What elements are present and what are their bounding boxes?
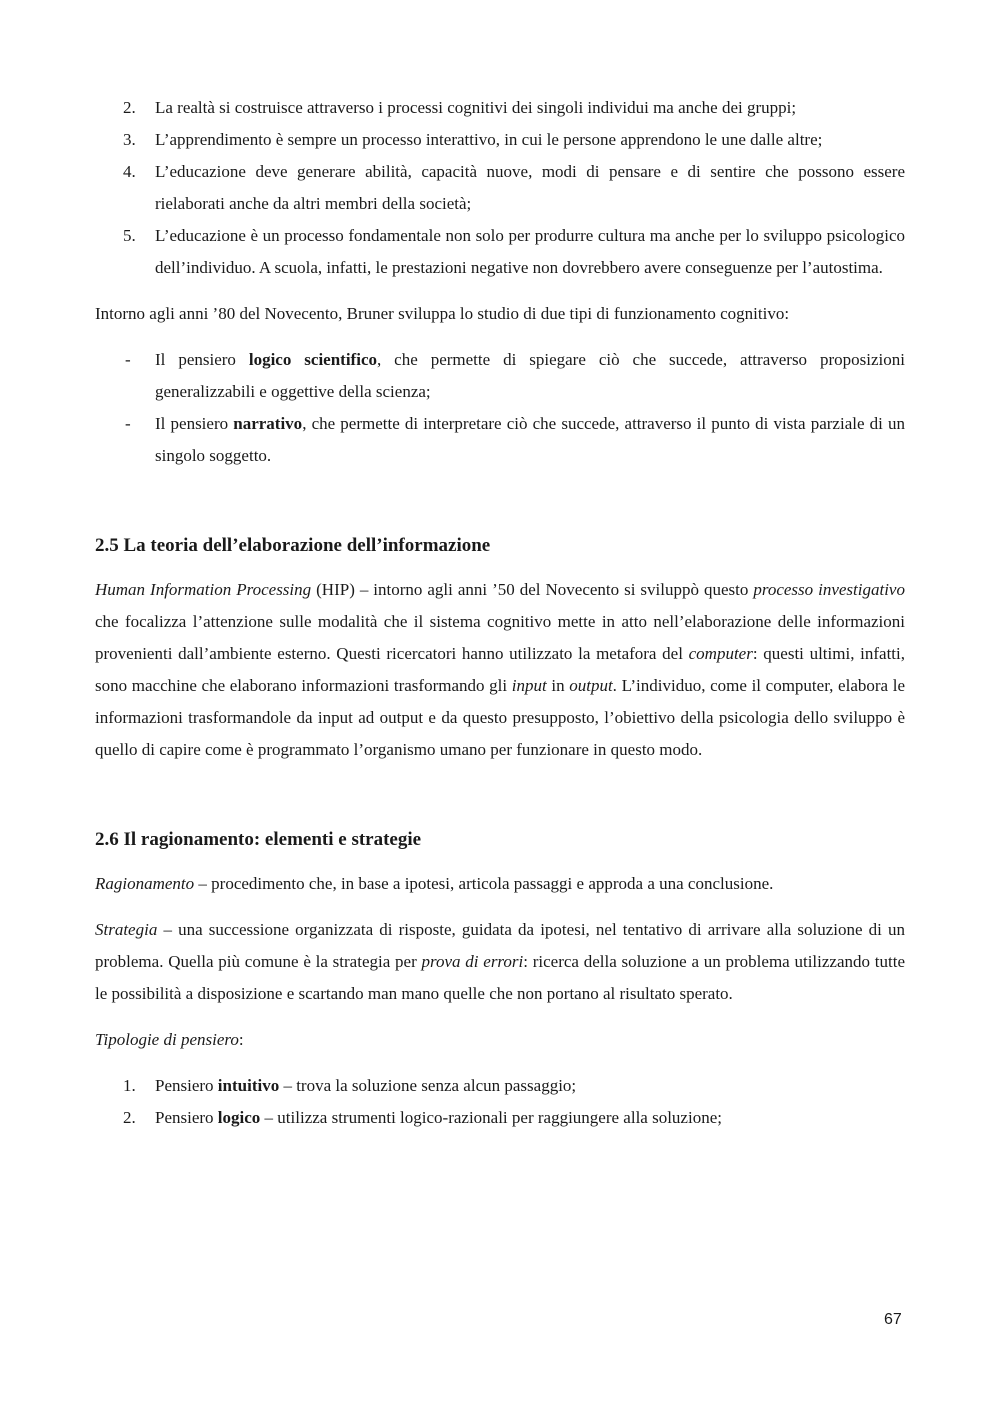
italic-term: Human Information Processing: [95, 580, 312, 599]
paragraph-ragionamento: [95, 868, 905, 900]
text-run: , che permette di spiegare ciò che succede, attraverso proposizioni generalizzabili e oggettive della scienza;: [155, 350, 905, 401]
list-marker: -: [125, 350, 131, 369]
numbered-list-principles: [95, 92, 905, 284]
list-item: [95, 156, 905, 220]
text-run: – una successione organizzata di risposte, guidata da ipotesi, nel tentativo di arrivare alla soluzione di un problema. Quella più comune è la strategia per: [95, 920, 905, 971]
text-run: (HIP) – intorno agli anni ’50 del Novecento si sviluppò questo: [311, 580, 754, 599]
paragraph-hip: [95, 574, 905, 766]
italic-term: Tipologie di pensiero: [95, 1030, 239, 1049]
text-run: – procedimento che, in base a ipotesi, articola passaggi e approda a una conclusione.: [194, 874, 774, 893]
section-heading-2-5: 2.5 La teoria dell’elaborazione dell’informazione: [95, 535, 491, 556]
list-item: [95, 1070, 905, 1102]
list-item: [95, 220, 905, 284]
text-run: : ricerca della soluzione a un problema utilizzando tutte le possibilità a disposizione e scartando man mano quelle che non portano al risultato sperato.: [95, 952, 905, 1003]
list-item: [95, 344, 905, 408]
list-item: [95, 124, 905, 156]
text-run: Pensiero: [155, 1076, 218, 1095]
list-item: [95, 92, 905, 124]
text-run: Pensiero: [155, 1108, 218, 1127]
list-item: [95, 408, 905, 472]
list-item: [95, 1102, 905, 1134]
bold-term: logico: [217, 1108, 261, 1127]
section-heading-2-6: 2.6 Il ragionamento: elementi e strategie: [95, 829, 422, 850]
numbered-list-thinking: [95, 1070, 905, 1134]
text-run: – trova la soluzione senza alcun passaggio;: [279, 1076, 577, 1095]
italic-term: Strategia: [95, 920, 158, 939]
italic-term: processo investigativo: [753, 580, 905, 599]
paragraph-tipologie: [95, 1024, 905, 1056]
dash-list-thinking-types: [95, 344, 905, 472]
page-number: 67: [884, 1311, 902, 1328]
list-item-text: L’educazione deve generare abilità, capacità nuove, modi di pensare e di sentire che possono essere rielaborati anche da altri membri della società;: [155, 162, 905, 213]
italic-term: Ragionamento: [95, 874, 195, 893]
list-marker: 2.: [123, 1108, 136, 1127]
list-item-text: La realtà si costruisce attraverso i processi cognitivi dei singoli individui ma anche dei gruppi;: [155, 98, 797, 117]
paragraph-strategia: [95, 914, 905, 1010]
italic-term: output: [569, 676, 613, 695]
text-run: Il pensiero: [155, 414, 234, 433]
text-run: , che permette di interpretare ciò che succede, attraverso il punto di vista parziale di un singolo soggetto.: [155, 414, 905, 465]
italic-term: prova di errori: [421, 952, 524, 971]
list-marker: 3.: [123, 130, 136, 149]
list-marker: 1.: [123, 1076, 136, 1095]
text-run: : questi ultimi, infatti, sono macchine che elaborano informazioni trasformando gli: [95, 644, 905, 695]
paragraph-bruner: Intorno agli anni ’80 del Novecento, Bruner sviluppa lo studio di due tipi di funzionamento cognitivo:: [95, 304, 790, 323]
text-run: in: [546, 676, 570, 695]
bold-term: intuitivo: [217, 1076, 280, 1095]
italic-term: input: [511, 676, 547, 695]
text-run: Il pensiero: [155, 350, 249, 369]
list-item-text: L’educazione è un processo fondamentale non solo per produrre cultura ma anche per lo sviluppo psicologico dell’individuo. A scuola, infatti, le prestazioni negative non dovrebbero avere conseguenze per l’autostima.: [155, 226, 905, 277]
text-run: – utilizza strumenti logico-razionali per raggiungere alla soluzione;: [260, 1108, 722, 1127]
list-marker: 5.: [123, 226, 136, 245]
list-marker: 4.: [123, 162, 136, 181]
document-page: [95, 92, 905, 1134]
text-run: . L’individuo, come il computer, elabora le informazioni trasformandole da input ad output e da questo presupposto, l’obiettivo della psicologia dello sviluppo è quello di capire come è programmato l’organismo umano per funzionare in questo modo.: [95, 676, 905, 759]
text-run: :: [238, 1030, 244, 1049]
bold-term: narrativo: [233, 414, 303, 433]
list-marker: 2.: [123, 98, 136, 117]
text-run: che focalizza l’attenzione sulle modalità che il sistema cognitivo mette in atto nell’elaborazione delle informazioni provenienti dall’ambiente esterno. Questi ricercatori hanno utilizzato la metafora del: [95, 612, 905, 663]
list-marker: -: [125, 414, 131, 433]
bold-term: logico scientifico: [248, 350, 377, 369]
list-item-text: L’apprendimento è sempre un processo interattivo, in cui le persone apprendono le une dalle altre;: [155, 130, 823, 149]
italic-term: computer: [688, 644, 753, 663]
